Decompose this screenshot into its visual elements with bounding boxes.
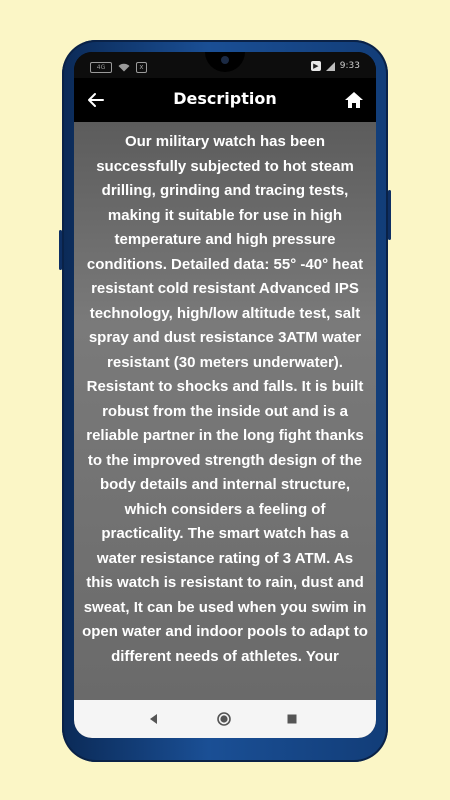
nav-home-circle-icon[interactable] xyxy=(216,711,232,727)
close-box-icon: x xyxy=(136,62,147,73)
app-bar xyxy=(74,78,376,122)
wifi-icon xyxy=(118,63,130,72)
nav-recent-square-icon[interactable] xyxy=(284,711,300,727)
nav-back-triangle-icon[interactable] xyxy=(146,711,162,727)
signal-icon xyxy=(326,62,335,71)
front-camera-icon xyxy=(221,56,229,64)
description-scroll-area[interactable] xyxy=(74,122,376,700)
description-text: Our military watch has been successfully subjected to hot steam drilling, grinding and tracing tests, making it suitable for use in high temperature and high pressure conditions. Detailed data: 55° -40° heat resistant cold resistant Advanced IPS technology, high/low altitude test, salt spray and dust resistance 3ATM water resistant (30 meters underwater). Resistant to shocks and falls. It is built robust from the inside out and is a reliable partner in the long fight thanks to the improved strength design of the body details and internal structure, which considers a feeling of practicality. The smart watch has a water resistance rating of 3 ATM. As this watch is resistant to rain, dust and sweat, It can be used when you swim in open water and indoor pools to adapt to different needs of athletes. Your xyxy=(82,133,368,665)
status-right-icons xyxy=(311,61,360,71)
home-icon xyxy=(342,88,366,112)
phone-screen xyxy=(74,52,376,738)
status-time: 9:33 xyxy=(339,61,360,71)
camera-notch xyxy=(205,52,245,72)
status-left-icons xyxy=(90,62,147,73)
notification-icon: ▶ xyxy=(311,61,321,71)
power-button xyxy=(388,190,391,240)
status-bar xyxy=(74,52,376,78)
page-title: Description xyxy=(173,89,277,108)
system-nav-bar xyxy=(74,700,376,738)
sim-icon: 4G xyxy=(90,62,112,73)
home-button[interactable] xyxy=(342,88,366,112)
volume-button xyxy=(59,230,62,270)
